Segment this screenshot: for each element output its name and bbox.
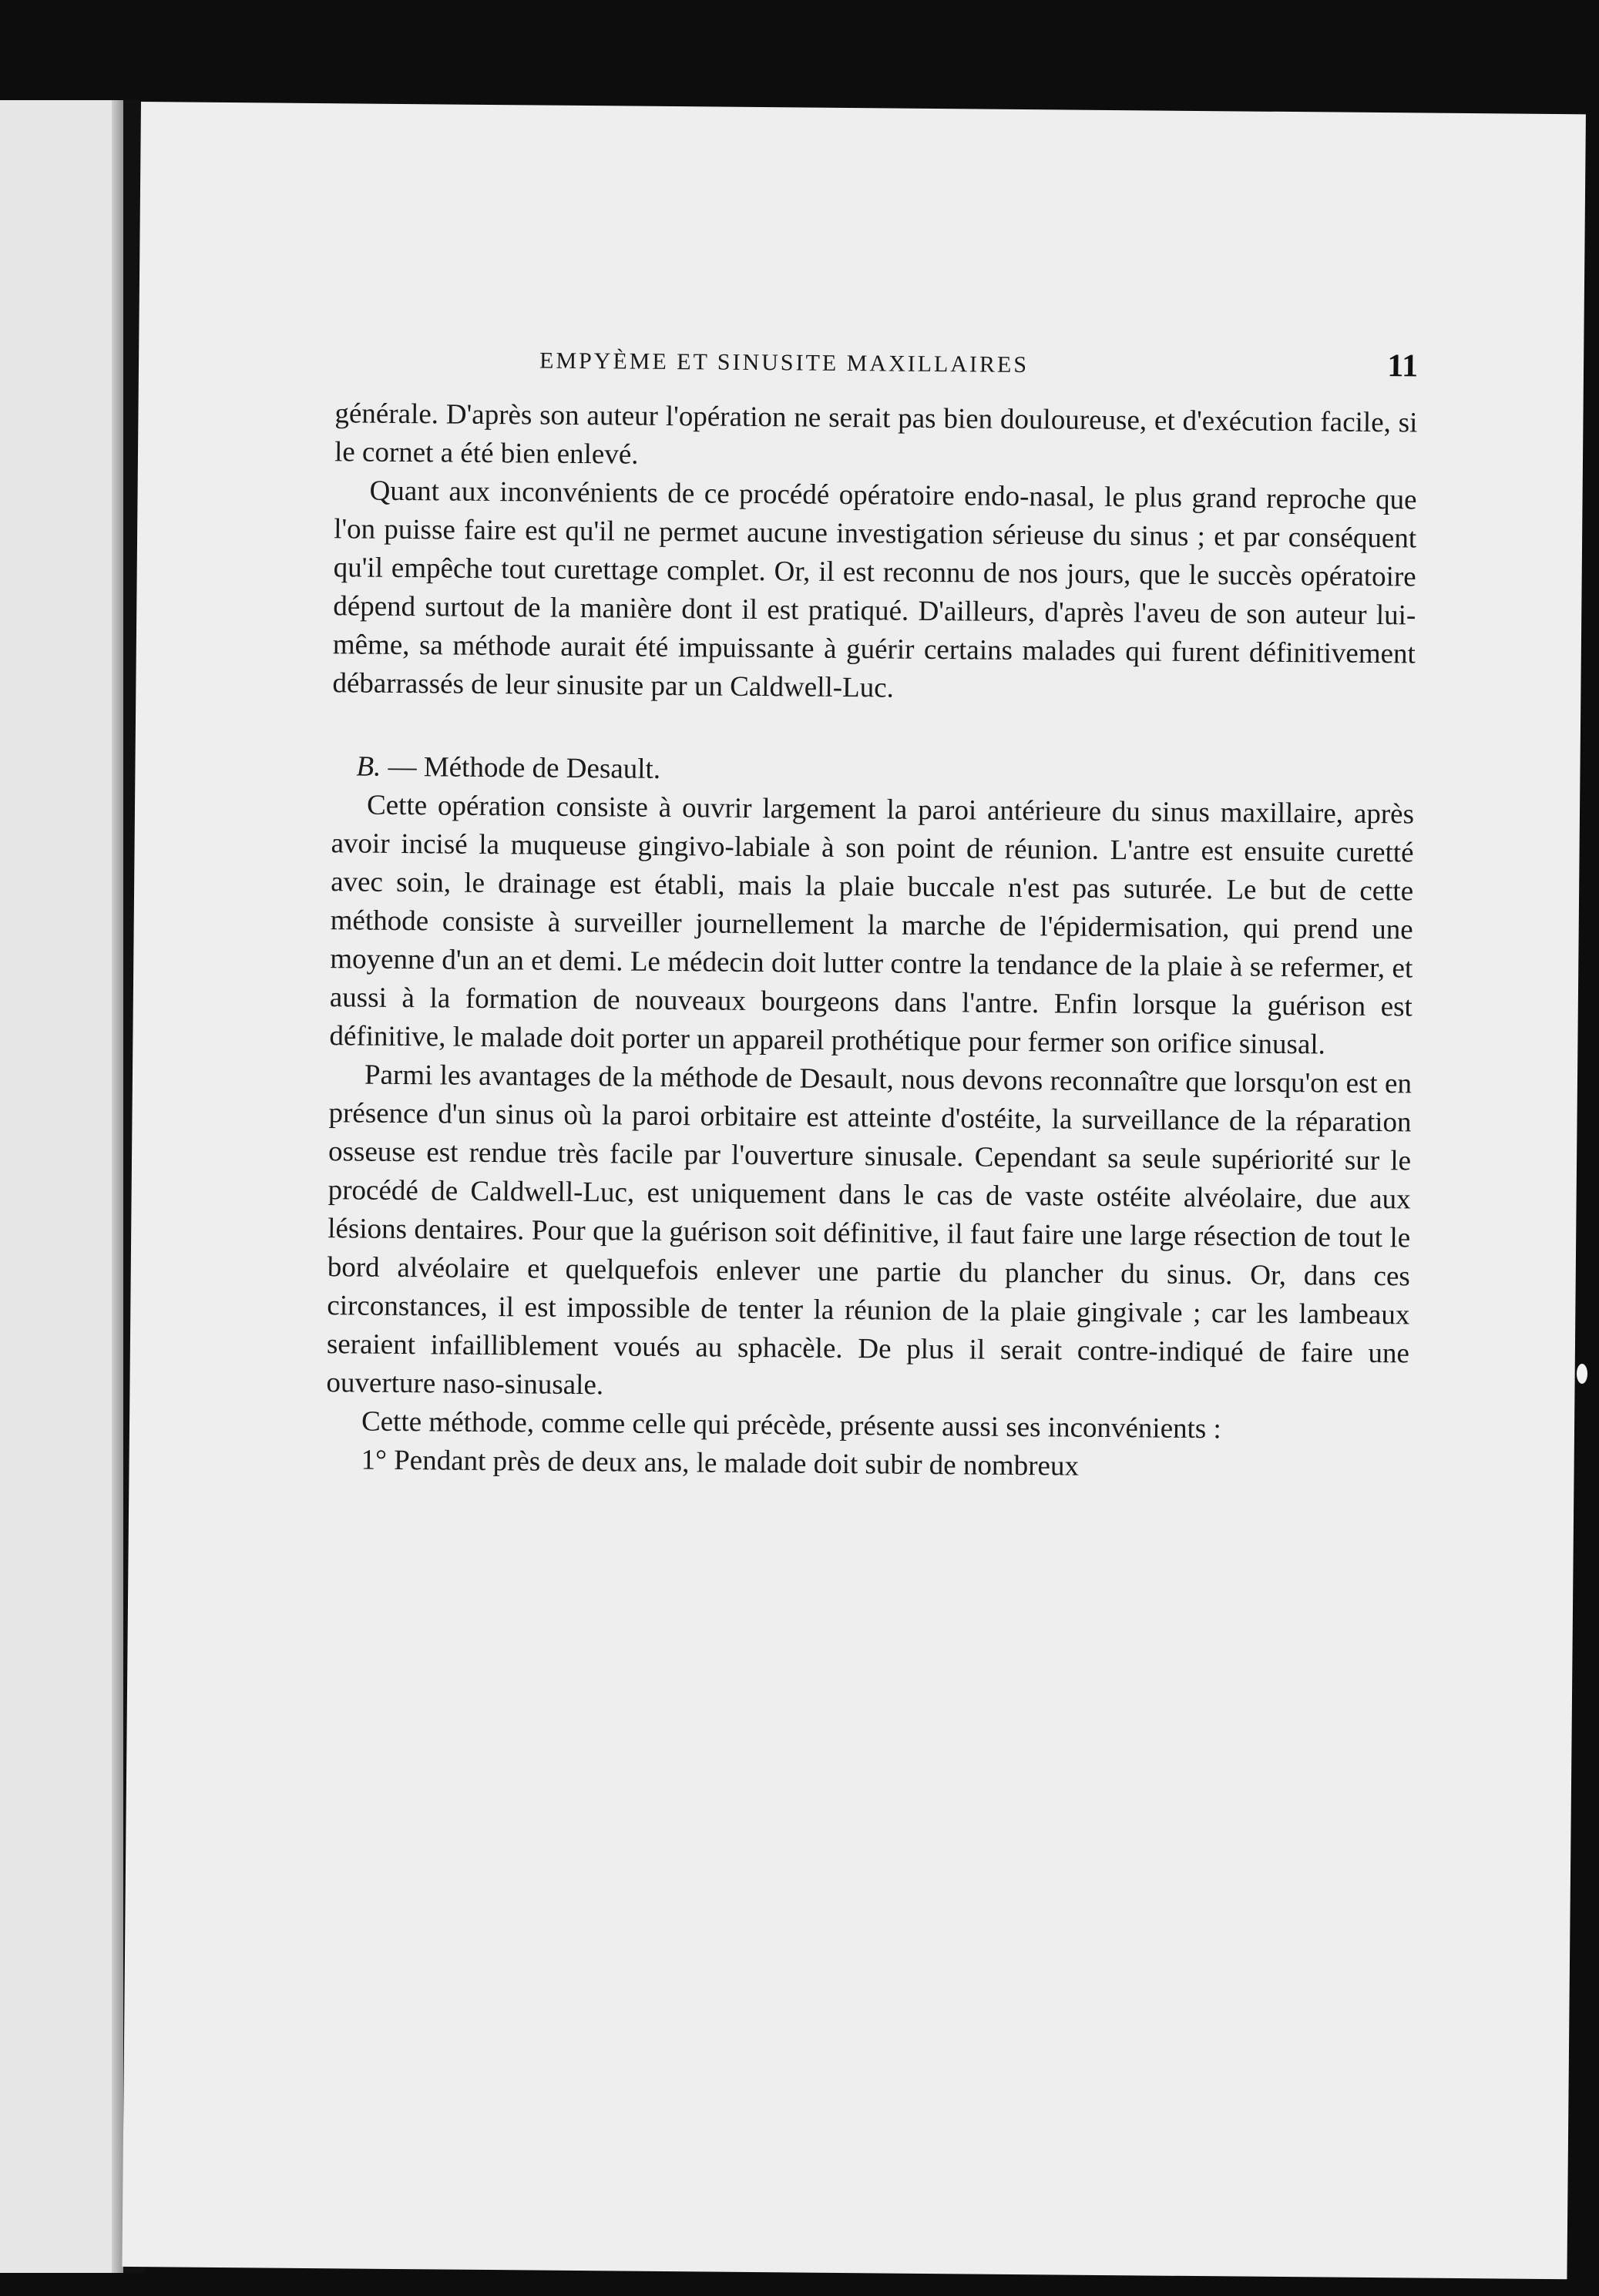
section-title: — Méthode de Desault. bbox=[381, 750, 661, 785]
facing-page-edge bbox=[0, 100, 123, 2273]
paragraph-operation: Cette opération consiste à ouvrir largement la paroi antérieure du sinus maxillaire, après avoir incisé la muqueuse gingivo-labiale à son point de réunion. L'antre est ensuite curetté avec soin, le drainage est établi, mais la plaie buccale n'est pas suturée. Le but de cette méthode consiste à surveiller journellement la marche de l'épidermisation, qui prend une moyenne d'un an et demi. Le médecin doit lutter contre la tendance de la plaie à se refermer, et aussi à la formation de nouveaux bourgeons dans l'antre. Enfin lorsque la guérison est définitive, le malade doit porter un appareil prothétique pour fermer son orifice sinusal. bbox=[329, 789, 1415, 1061]
section-label: B. bbox=[356, 750, 381, 783]
book-page bbox=[122, 102, 1585, 2279]
page-number: 11 bbox=[1387, 348, 1419, 384]
paragraph-inconvenients: Quant aux inconvénients de ce procédé opératoire endo-nasal, le plus grand reproche que l'on puisse faire est qu'il ne permet aucune investigation sérieuse du sinus ; et par conséquent qu'il empêche tout curettage complet. Or, il est reconnu de nos jours, que le succès opératoire dépend surtout de la manière dont il est pratiqué. D'ailleurs, d'après l'aveu de son auteur lui-même, sa méthode aurait été impuissante à guérir certains malades qui furent définitivement débarrassés de leur sinusite par un Caldwell-Luc. bbox=[332, 475, 1417, 704]
paragraph-list-item: 1° Pendant près de deux ans, le malade doit subir de nombreux bbox=[361, 1444, 1080, 1482]
scan-speck bbox=[1577, 1364, 1587, 1384]
paragraph-avantages: Parmi les avantages de la méthode de Desault, nous devons reconnaître que lorsqu'on est en présence d'un sinus où la paroi orbitaire est atteinte d'ostéite, la surveillance de la réparation osseuse est rendue très facile par l'ouverture sinusale. Cependant sa seule supériorité sur le procédé de Caldwell-Luc, est uniquement dans le cas de vaste ostéite alvéolaire, due aux lésions dentaires. Pour que la guérison soit définitive, il faut faire une large résection de tout le bord alvéolaire et quelquefois enlever une partie du plancher du sinus. Or, dans ces circonstances, il est impossible de tenter la réunion de la plaie gingivale ; car les lambeaux seraient infailliblement voués au sphacèle. De plus il serait contre-indiqué de faire une ouverture naso-sinusale. bbox=[326, 1059, 1413, 1401]
body-text bbox=[325, 394, 1417, 1489]
paragraph-continued: générale. D'après son auteur l'opération ne serait pas bien douloureuse, et d'exécution facile, si le cornet a été bien enlevé. bbox=[334, 398, 1418, 471]
running-head bbox=[539, 341, 1419, 402]
paragraph-methode: Cette méthode, comme celle qui précède, présente aussi ses inconvénients : bbox=[361, 1405, 1221, 1445]
running-title: EMPYÈME ET SINUSITE MAXILLAIRES bbox=[539, 347, 1030, 378]
